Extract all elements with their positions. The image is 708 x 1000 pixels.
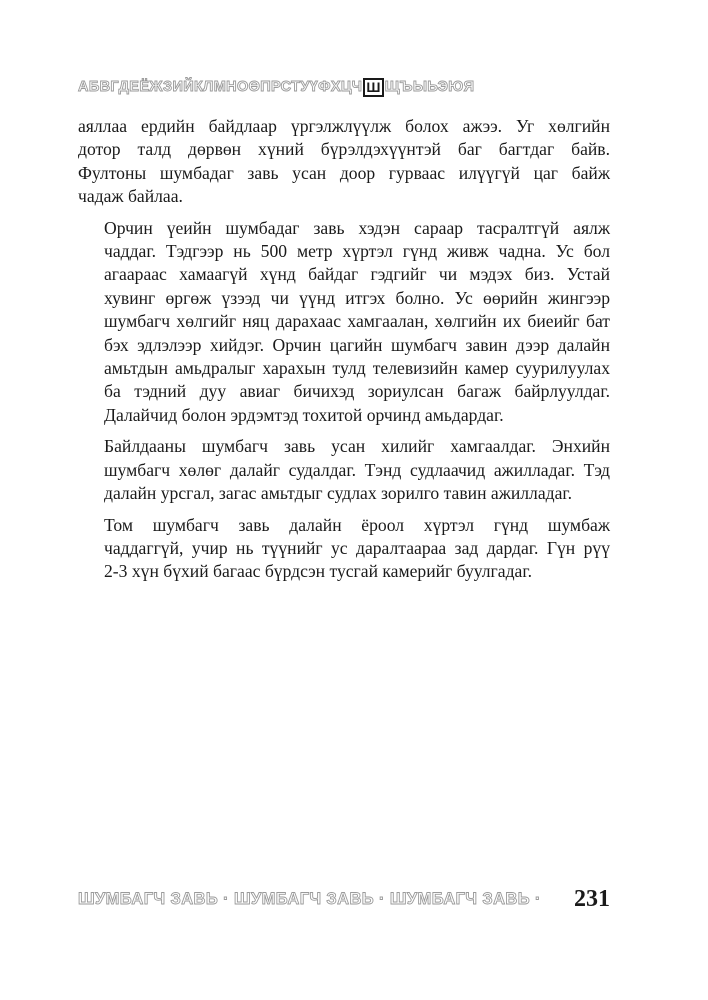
body-text xyxy=(78,115,610,592)
alphabet-strip xyxy=(78,76,618,98)
page-number: 231 xyxy=(574,885,610,912)
text-line: ба тэдний дуу авиаг бичихэд зориулсан багаж байрлуулдаг. xyxy=(104,381,610,402)
text-line: дотор талд дөрвөн хүний бүрэлдэхүүнтэй баг багтдаг байв. xyxy=(78,139,610,160)
text-line: чадаж байлаа. xyxy=(78,186,183,207)
text-line: шумбагч хөлгийг няц дарахаас хамгаалан, хөлгийн их биеийг бат xyxy=(104,311,610,332)
paragraph-2 xyxy=(78,217,610,428)
paragraph-1 xyxy=(78,115,610,209)
alphabet-highlighted-letter: Ш xyxy=(363,78,383,97)
text-line: аяллаа ердийн байдлаар үргэлжлүүлж болох ажээ. Уг хөлгийн xyxy=(78,116,610,136)
alphabet-before: АБВГДЕЁЖЗИЙКЛМНОӨПРСТУҮФХЦЧ xyxy=(78,79,363,95)
text-line: Фултоны шумбадаг завь усан доор гурваас илүүгүй цаг байж xyxy=(78,162,610,183)
text-line: хувинг өргөж үзээд чи үүнд итгэх болно. Ус өөрийн жингээр xyxy=(104,287,610,308)
page-footer xyxy=(78,884,610,914)
text-line: шумбагч хөлөг далайг судалдаг. Тэнд судлаачид ажилладаг. Тэд xyxy=(104,459,610,480)
paragraph-4 xyxy=(78,514,610,584)
text-line: далайн урсгал, загас амьтдыг судлах зорилго тавин ажилладаг. xyxy=(104,483,573,504)
text-line: 2-3 хүн бүхий багаас бүрдсэн тусгай камерийг буулгадаг. xyxy=(104,561,532,582)
text-line: Байлдааны шумбагч завь усан хилийг хамгаалдаг. Энхийн xyxy=(104,436,610,457)
text-line: бэх эдлэлээр хийдэг. Орчин цагийн шумбагч завин дээр далайн xyxy=(104,334,610,355)
text-line: агаараас хамаагүй хүнд байдаг гэдгийг чи мэдэх биз. Устай xyxy=(104,264,610,285)
text-line: Том шумбагч завь далайн ёроол хүртэл гүнд шумбаж xyxy=(104,514,610,535)
text-line: чаддаггүй, учир нь түүнийг ус даралтаараа зад дардаг. Гүн рүү xyxy=(104,537,610,558)
text-line: амьтдын амьдралыг харахын тулд телевизийн камер суурилуулах xyxy=(104,358,610,379)
running-head: ШУМБАГЧ ЗАВЬ · ШУМБАГЧ ЗАВЬ · ШУМБАГЧ ЗАВЬ · xyxy=(78,889,541,908)
alphabet-after: ЩЪЫЬЭЮЯ xyxy=(384,79,475,95)
text-line: Далайчид болон эрдэмтэд тохитой орчинд амьдардаг. xyxy=(104,404,504,425)
text-line: Орчин үеийн шумбадаг завь хэдэн сараар тасралтгүй аялж xyxy=(104,217,610,238)
text-line: чаддаг. Тэдгээр нь 500 метр хүртэл гүнд живж чадна. Ус бол xyxy=(104,241,610,262)
paragraph-3 xyxy=(78,435,610,505)
